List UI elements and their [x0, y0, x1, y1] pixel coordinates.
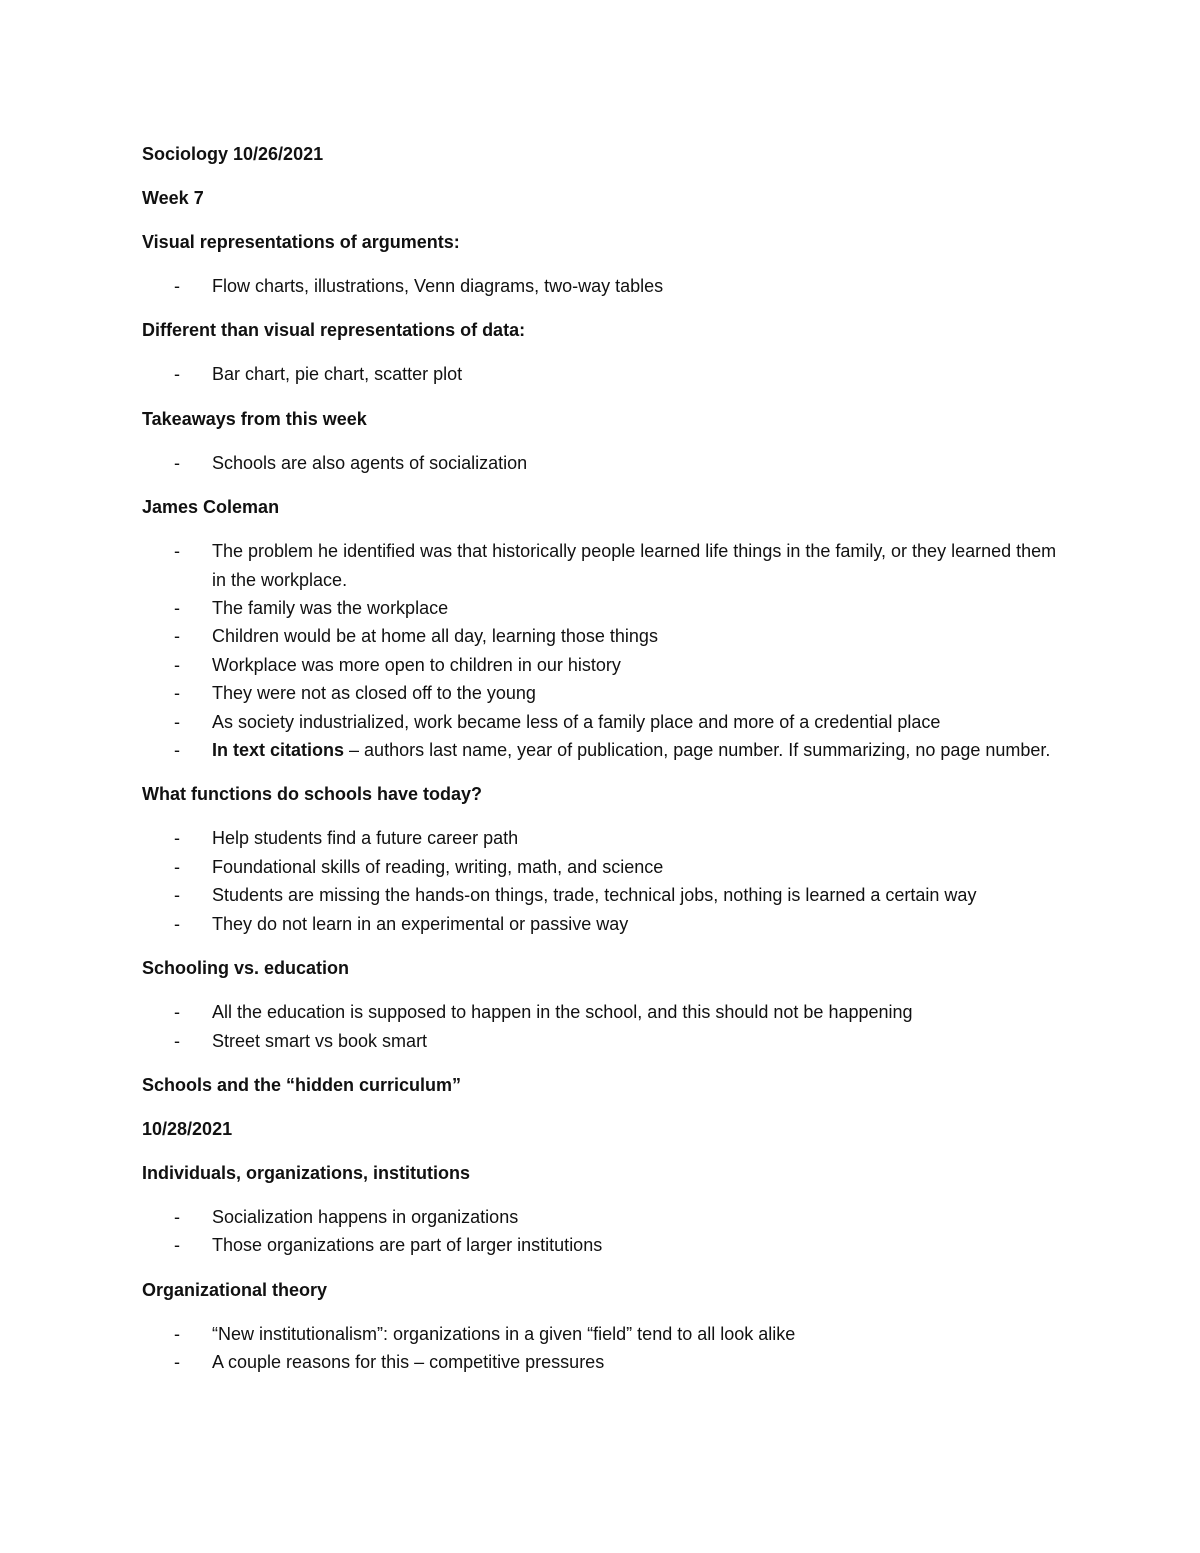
section-heading: Visual representations of arguments:	[142, 232, 460, 252]
list-item: - Workplace was more open to children in our history	[142, 651, 1062, 679]
bullet-list	[142, 1203, 1062, 1260]
section-heading: Schools and the “hidden curriculum”	[142, 1074, 462, 1095]
dash-marker: -	[174, 1002, 180, 1023]
list-item: - They do not learn in an experimental or passive way	[142, 910, 1062, 938]
document-title: Sociology 10/26/2021	[142, 144, 324, 164]
list-item: - As society industrialized, work became less of a family place and more of a credential place	[142, 708, 1062, 736]
section-heading: Individuals, organizations, institutions	[142, 1162, 471, 1183]
list-item: - Those organizations are part of larger institutions	[142, 1231, 1062, 1259]
bullet-list	[142, 998, 1062, 1055]
dash-marker: -	[174, 364, 180, 385]
bullet-list	[142, 449, 1062, 477]
section-heading: James Coleman	[142, 497, 280, 518]
citation-label: In text citations	[212, 740, 345, 761]
date-heading: 10/28/2021	[142, 1118, 233, 1139]
dash-marker: -	[174, 276, 180, 296]
list-item: - “New institutionalism”: organizations in a given “field” tend to all look alike	[142, 1320, 1062, 1348]
bullet-list	[142, 360, 1062, 388]
dash-marker: -	[174, 683, 180, 704]
section-heading: What functions do schools have today?	[142, 784, 483, 805]
list-item: - Bar chart, pie chart, scatter plot	[142, 360, 1062, 388]
section-heading: Schooling vs. education	[142, 958, 350, 979]
list-item: - Street smart vs book smart	[142, 1027, 1062, 1055]
list-item: - All the education is supposed to happen in the school, and this should not be happening	[142, 998, 1062, 1026]
list-item: - Flow charts, illustrations, Venn diagrams, two-way tables	[142, 272, 1062, 300]
section-heading: Organizational theory	[142, 1279, 328, 1300]
bullet-list	[142, 537, 1062, 764]
dash-marker: -	[174, 1323, 180, 1344]
list-item: - The family was the workplace	[142, 594, 1062, 622]
list-item: - Children would be at home all day, learning those things	[142, 622, 1062, 650]
document-page	[142, 140, 1062, 1393]
dash-marker: -	[174, 541, 180, 562]
bullet-list	[142, 824, 1062, 938]
dash-marker: -	[174, 828, 180, 849]
dash-marker: -	[174, 740, 180, 761]
dash-marker: -	[174, 626, 180, 647]
dash-marker: -	[174, 913, 180, 934]
list-item: - Students are missing the hands-on things, trade, technical jobs, nothing is learned a certain way	[142, 881, 1062, 909]
dash-marker: -	[174, 1206, 180, 1227]
bullet-list	[142, 272, 1062, 300]
list-item: - They were not as closed off to the young	[142, 679, 1062, 707]
dash-marker: -	[174, 885, 180, 906]
list-item: - Help students find a future career path	[142, 824, 1062, 852]
section-heading: Takeaways from this week	[142, 408, 367, 429]
dash-marker: -	[174, 452, 180, 473]
list-item: - Foundational skills of reading, writing, math, and science	[142, 853, 1062, 881]
dash-marker: -	[174, 598, 180, 619]
week-label: Week 7	[142, 188, 204, 208]
dash-marker: -	[174, 1030, 180, 1051]
section-heading: Different than visual representations of data:	[142, 320, 526, 341]
list-item: - The problem he identified was that historically people learned life things in the family, or they learned them in the workplace.	[142, 537, 1062, 594]
dash-marker: -	[174, 654, 180, 675]
dash-marker: -	[174, 1352, 180, 1373]
list-item: - In text citations – authors last name, year of publication, page number. If summarizing, no page number.	[142, 736, 1062, 764]
dash-marker: -	[174, 711, 180, 732]
list-item: - A couple reasons for this – competitive pressures	[142, 1348, 1062, 1376]
dash-marker: -	[174, 856, 180, 877]
dash-marker: -	[174, 1235, 180, 1256]
list-item: - Schools are also agents of socialization	[142, 449, 1062, 477]
list-item: - Socialization happens in organizations	[142, 1203, 1062, 1231]
bullet-list	[142, 1320, 1062, 1377]
